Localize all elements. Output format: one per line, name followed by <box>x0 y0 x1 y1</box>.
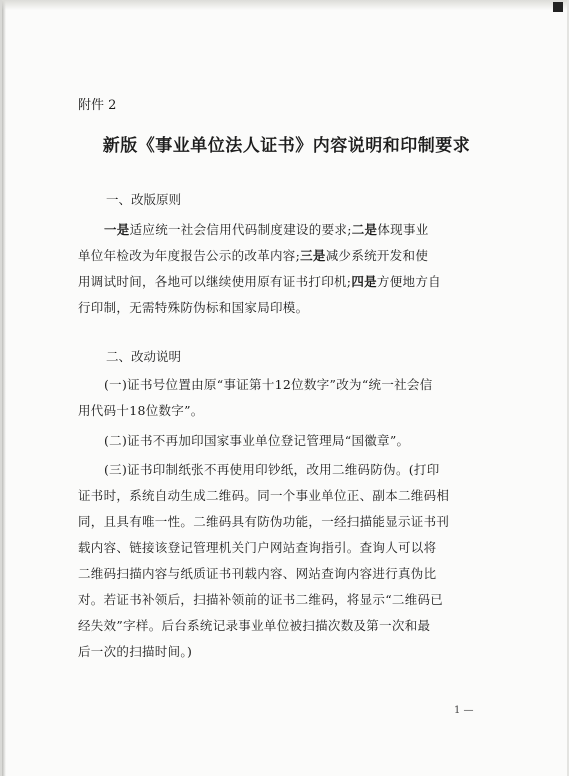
document-title: 新版《事业单位法人证书》内容说明和印制要求 <box>102 136 471 156</box>
change-item-3: (三)证书印制纸张不再使用印钞纸，改用二维码防伪。(打印 证书时，系统自动生成二维码。同一个事业单位正、副本二维码相 同，且具有唯一性。二维码具有防伪功能，一经扫描能显示证书刊 载内容、链接该登记管理机关门户网站查询指引。查询人可以将 二维码扫描内容与纸质证书刊载内容、网站查询内容进行真伪比 对。若证书补领后，扫描补领前的证书二维码，将显示“二维码已 经失效”字样。后台系统记录事业单位被扫描次数及第一次和最 后一次的扫描时间。) <box>78 462 450 659</box>
section-heading-changes: 二、改动说明 <box>106 349 182 364</box>
scan-shadow-top <box>2 0 569 10</box>
principles-paragraph <box>78 217 498 321</box>
principles-line-4: 行印制，无需特殊防伪标和国家局印模。 <box>78 300 309 315</box>
scan-shadow-left <box>2 0 6 776</box>
principles-line-2: 单位年检改为年度报告公示的改革内容;三是减少系统开发和使 <box>78 248 429 263</box>
bold-keyword: 四是 <box>351 274 377 289</box>
page-number: 1 — <box>454 705 474 716</box>
change-item-2: (二)证书不再加印国家事业单位登记管理局“国徽章”。 <box>104 433 410 448</box>
principles-line-1: 一是适应统一社会信用代码制度建设的要求;二是体现事业 <box>104 222 429 237</box>
attachment-label: 附件 2 <box>78 98 117 113</box>
scan-corner-mark <box>553 2 563 12</box>
section-heading-principles: 一、改版原则 <box>106 192 182 207</box>
change-item-1: (一)证书号位置由原“事证第十12位数字”改为“统一社会信 用代码十18位数字”。 <box>78 377 433 418</box>
bold-keyword: 三是 <box>300 248 326 263</box>
principles-line-3: 用调试时间，各地可以继续使用原有证书打印机;四是方便地方自 <box>78 274 441 289</box>
bold-keyword: 一是 <box>104 222 130 237</box>
bold-keyword: 二是 <box>351 222 378 237</box>
